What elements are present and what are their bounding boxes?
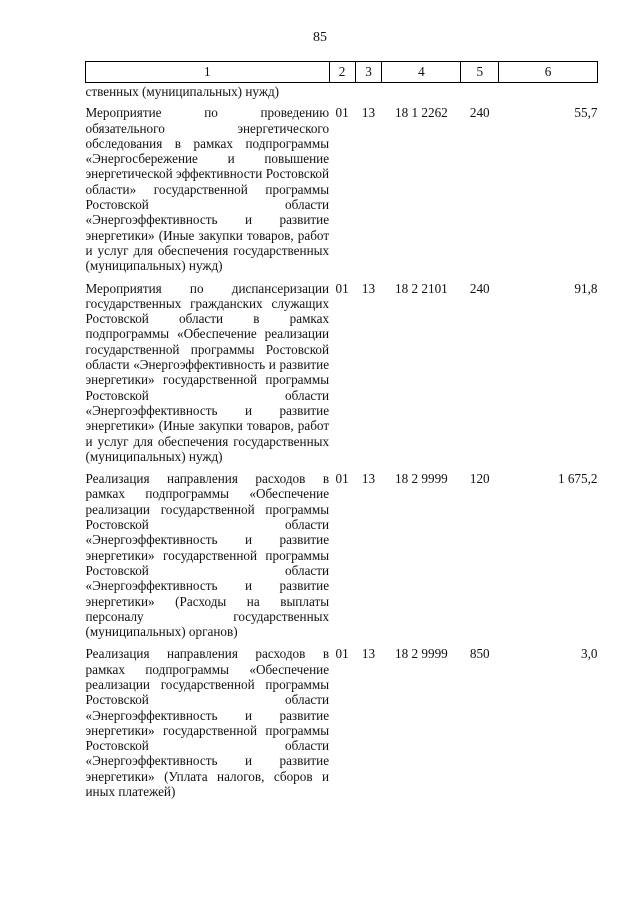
budget-table xyxy=(85,61,598,806)
column-header-amount: 6 xyxy=(499,62,598,83)
row-target-article: 18 2 2101 xyxy=(395,280,448,296)
row-target-article: 18 2 9999 xyxy=(395,471,448,487)
row-amount: 1 675,2 xyxy=(557,471,598,487)
column-header-expense-type: 5 xyxy=(461,62,499,83)
row-target-article: 18 2 9999 xyxy=(395,646,448,662)
row-subsection: 13 xyxy=(361,646,376,662)
row-subsection: 13 xyxy=(361,280,376,296)
continuation-row xyxy=(86,83,598,106)
table-row xyxy=(86,105,598,280)
table-row xyxy=(86,471,598,646)
column-header-subsection: 3 xyxy=(355,62,382,83)
table-header xyxy=(86,62,598,83)
row-amount: 55,7 xyxy=(574,105,598,121)
row-subsection: 13 xyxy=(361,471,376,487)
row-section: 01 xyxy=(335,105,349,121)
row-section: 01 xyxy=(335,471,349,487)
table-row xyxy=(86,646,598,806)
column-header-name: 1 xyxy=(86,62,330,83)
continuation-text: ственных (муниципальных) нужд) xyxy=(85,84,280,99)
row-expense-type: 240 xyxy=(469,105,490,121)
page-number: 85 xyxy=(313,30,327,45)
column-header-target-article: 4 xyxy=(382,62,461,83)
table-row xyxy=(86,281,598,472)
row-description: Мероприятие по проведению обязательного энергетического обследования в рамках подпрограммы «Энергосбережение и повышение энергетической эффективности Ростовской области» государственной программы Ростовской области «Энергоэффективность и развитие энергетики» (Иные закупки товаров, работ и услуг для обеспечения государственных (муниципальных) нужд) xyxy=(85,105,330,274)
row-section: 01 xyxy=(335,646,349,662)
row-section: 01 xyxy=(335,280,349,296)
row-description: Реализация направления расходов в рамках подпрограммы «Обеспечение реализации государственной программы Ростовской области «Энергоэффективность и развитие энергетики» государственной программы Ростовской области «Энергоэффективность и развитие энергетики» (Расходы на выплаты персоналу государственных (муниципальных) органов) xyxy=(85,471,330,640)
row-amount: 3,0 xyxy=(581,646,598,662)
row-target-article: 18 1 2262 xyxy=(395,105,448,121)
column-header-section: 2 xyxy=(329,62,355,83)
row-expense-type: 240 xyxy=(469,280,490,296)
row-expense-type: 850 xyxy=(469,646,490,662)
row-expense-type: 120 xyxy=(469,471,490,487)
row-description: Реализация направления расходов в рамках подпрограммы «Обеспечение реализации государственной программы Ростовской области «Энергоэффективность и развитие энергетики» государственной программы Ростовской области «Энергоэффективность и развитие энергетики» (Уплата налогов, сборов и иных платежей) xyxy=(85,646,330,800)
row-description: Мероприятия по диспансеризации государственных гражданских служащих Ростовской области в рамках подпрограммы «Обеспечение реализации государственной программы Ростовской области «Энергоэффективность и развитие энергетики» государственной программы Ростовской области «Энергоэффективность и развитие энергетики» (Иные закупки товаров, работ и услуг для обеспечения государственных (муниципальных) нужд) xyxy=(85,280,330,464)
row-amount: 91,8 xyxy=(574,280,598,296)
row-subsection: 13 xyxy=(361,105,376,121)
